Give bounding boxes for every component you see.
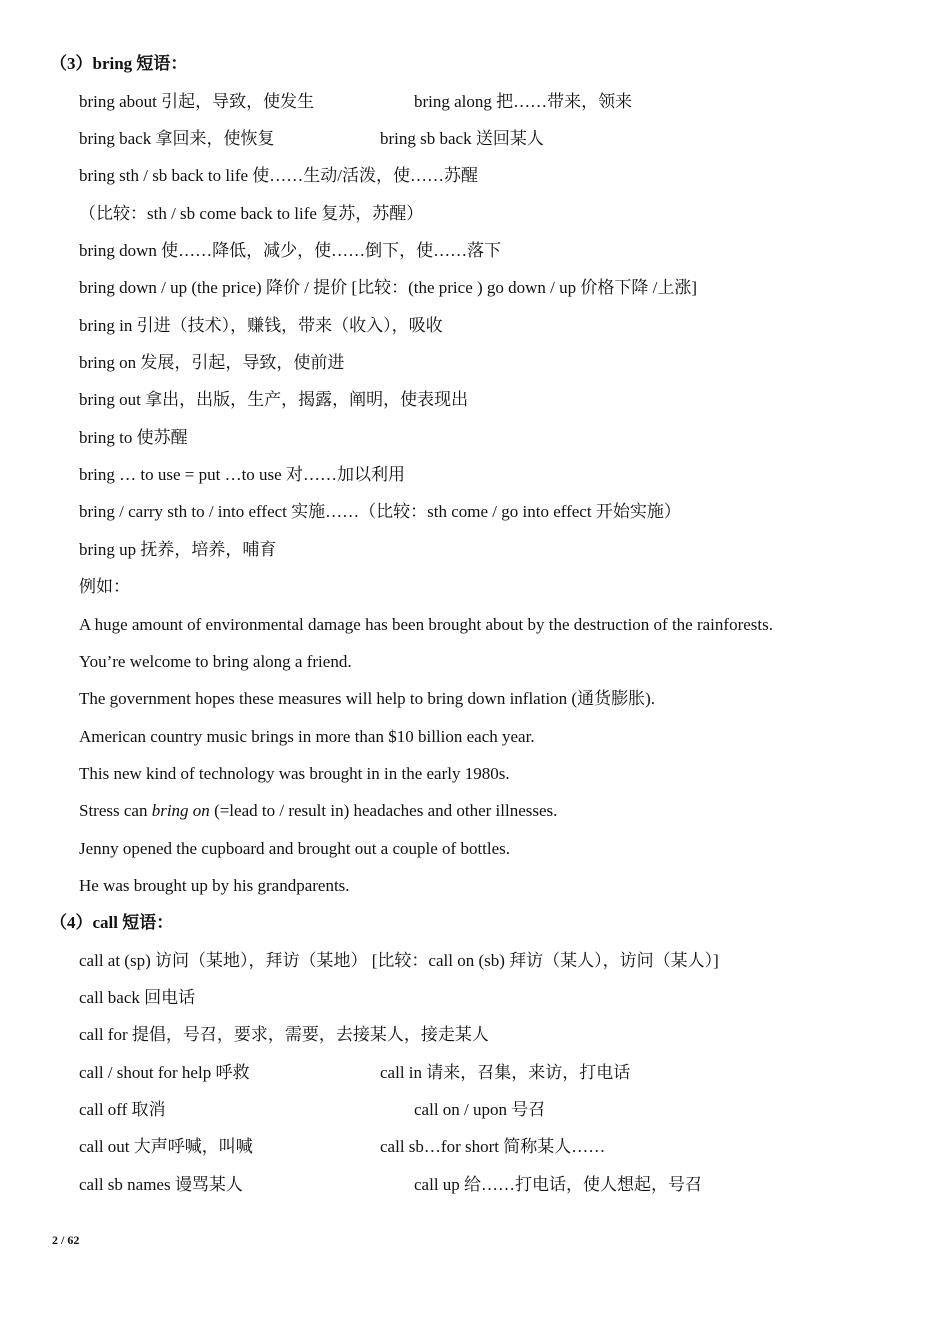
- phrase-call-for-help: call / shout for help 呼救: [79, 1063, 250, 1082]
- example-sentence: This new kind of technology was brought in in the early 1980s.: [79, 764, 510, 783]
- phrase-bring-back: bring back 拿回来，使恢复: [79, 129, 275, 148]
- example-sentence: He was brought up by his grandparents.: [79, 876, 350, 895]
- section-heading-bring: （3）bring 短语：: [50, 54, 188, 73]
- example-sentence: Jenny opened the cupboard and brought out a couple of bottles.: [79, 839, 511, 858]
- phrase-call-at: call at (sp) 访问（某地），拜访（某地） [比较：call on (sb) 拜访（某人），访问（某人）]: [79, 951, 719, 970]
- example-text: Stress can: [79, 801, 152, 820]
- example-sentence: A huge amount of environmental damage has been brought about by the destruction of the rainforests.: [79, 615, 773, 634]
- phrase-bring-to: bring to 使苏醒: [79, 428, 188, 447]
- example-sentence: American country music brings in more than $10 billion each year.: [79, 727, 535, 746]
- phrase-call-in: call in 请来，召集，来访，打电话: [380, 1063, 631, 1082]
- phrase-call-up: call up 给……打电话，使人想起，号召: [414, 1175, 703, 1194]
- phrase-call-out: call out 大声呼喊，叫喊: [79, 1137, 253, 1156]
- phrase-bring-about: bring about 引起，导致，使发生: [79, 92, 315, 111]
- phrase-call-off: call off 取消: [79, 1100, 166, 1119]
- phrase-bring-out: bring out 拿出，出版，生产，揭露，阐明，使表现出: [79, 390, 469, 409]
- phrase-bring-down-up-price: bring down / up (the price) 降价 / 提价 [比较：(the price ) go down / up 价格下降 /上涨]: [79, 278, 698, 297]
- phrase-call-for: call for 提倡，号召，要求，需要，去接某人，接走某人: [79, 1025, 489, 1044]
- phrase-bring-along: bring along 把……带来，领来: [414, 92, 633, 111]
- phrase-call-for-short: call sb…for short 简称某人……: [380, 1137, 606, 1156]
- example-emphasis: bring on: [151, 801, 210, 820]
- phrase-call-back: call back 回电话: [79, 988, 196, 1007]
- example-sentence: The government hopes these measures will help to bring down inflation (通货膨胀).: [79, 689, 655, 708]
- phrase-bring-up: bring up 抚养，培养，哺育: [79, 540, 277, 559]
- phrase-bring-to-use: bring … to use = put …to use 对……加以利用: [79, 465, 405, 484]
- example-label: 例如：: [79, 577, 130, 596]
- example-text: (=lead to / result in) headaches and other illnesses.: [209, 801, 558, 820]
- phrase-bring-back-to-life: bring sth / sb back to life 使……生动/活泼，使……苏醒: [79, 166, 479, 185]
- phrase-call-on: call on / upon 号召: [414, 1100, 546, 1119]
- comparison-come-back-to-life: （比较：sth / sb come back to life 复苏，苏醒）: [79, 204, 424, 223]
- phrase-bring-sb-back: bring sb back 送回某人: [380, 129, 544, 148]
- phrase-bring-down: bring down 使……降低，减少，使……倒下，使……落下: [79, 241, 502, 260]
- example-sentence: [79, 800, 557, 822]
- phrase-bring-into-effect: bring / carry sth to / into effect 实施……（比较：sth come / go into effect 开始实施）: [79, 502, 681, 521]
- phrase-call-names: call sb names 谩骂某人: [79, 1175, 243, 1194]
- phrase-bring-on: bring on 发展，引起，导致，使前进: [79, 353, 345, 372]
- phrase-bring-in: bring in 引进（技术），赚钱，带来（收入），吸收: [79, 316, 443, 335]
- example-sentence: You’re welcome to bring along a friend.: [79, 652, 352, 671]
- page-number: 2 / 62: [52, 1233, 80, 1247]
- section-heading-call: （4）call 短语：: [50, 913, 174, 932]
